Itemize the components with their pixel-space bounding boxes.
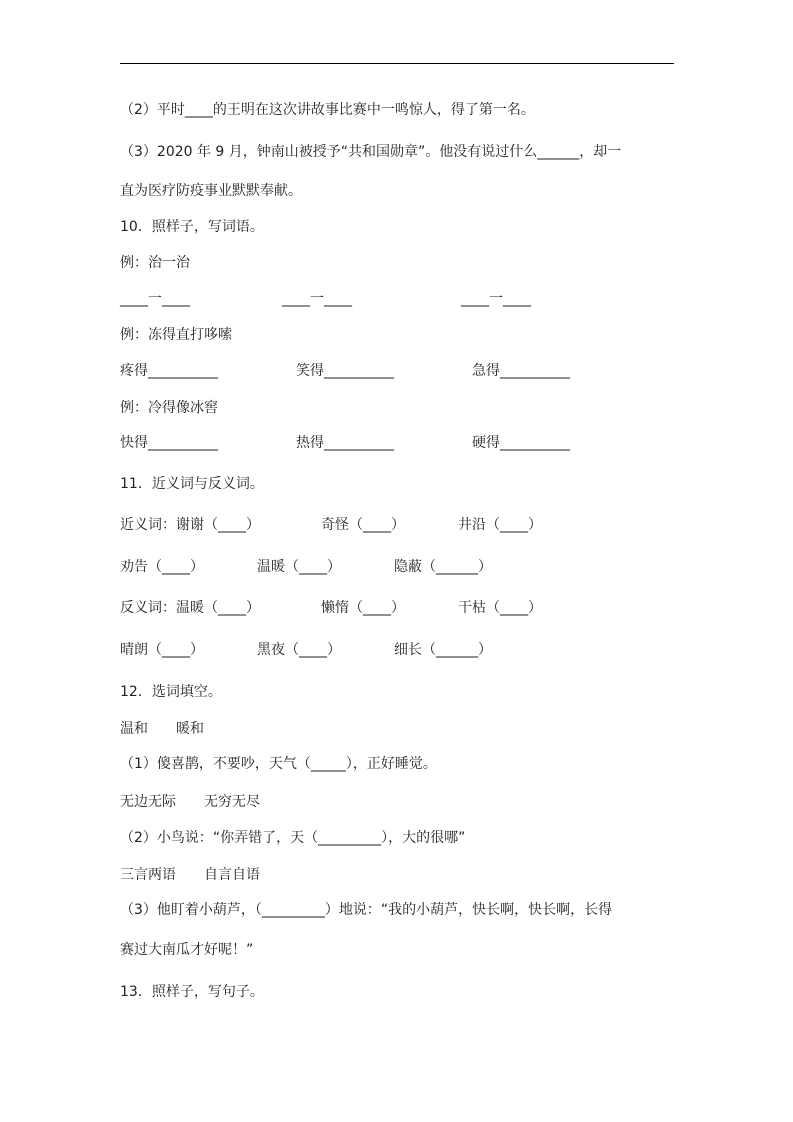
- q11-antonym: 细长（______）: [394, 642, 492, 658]
- q11-synonym: 奇怪（____）: [321, 517, 405, 533]
- q10-item: 疼得__________: [120, 363, 218, 379]
- q11-synonym: 井沿（____）: [458, 517, 542, 533]
- header-rule: [120, 63, 674, 64]
- q12-sentence-3-line-1: （3）他盯着小葫芦，（_________）地说：“我的小葫芦，快长啊，快长啊，长得: [120, 902, 613, 918]
- q10-item: 快得__________: [120, 435, 218, 451]
- q12-title: 12．选词填空。: [120, 684, 222, 700]
- q11-title: 11．近义词与反义词。: [120, 476, 264, 492]
- q11-synonym: 近义词：谢谢（____）: [120, 517, 260, 533]
- q13-title: 13．照样子，写句子。: [120, 984, 264, 1000]
- q10-blank-1: ____一____: [120, 291, 190, 307]
- q10-item: 硬得__________: [472, 435, 570, 451]
- q11-antonym: 反义词：温暖（____）: [120, 600, 260, 616]
- q11-synonym: 劝告（____）: [120, 559, 204, 575]
- q10-item: 急得__________: [472, 363, 570, 379]
- q9-item-2: （2）平时____的王明在这次讲故事比赛中一鸣惊人，得了第一名。: [120, 102, 535, 118]
- q10-example-3: 例：冷得像冰窖: [120, 400, 218, 416]
- q10-example-1: 例：治一治: [120, 255, 190, 271]
- q12-sentence-1: （1）傻喜鹊，不要吵，天气（_____），正好睡觉。: [120, 756, 437, 772]
- q12-word-choices-1: 温和 暖和: [120, 721, 204, 737]
- q11-synonym: 隐蔽（______）: [394, 559, 492, 575]
- q9-item-3-line-2: 直为医疗防疫事业默默奉献。: [120, 183, 302, 199]
- q9-item-3-line-1: （3）2020 年 9 月，钟南山被授予“共和国勋章”。他没有说过什么______，却一: [120, 144, 622, 160]
- q10-blank-2: ____一____: [282, 291, 352, 307]
- q12-word-choices-2: 无边无际 无穷无尽: [120, 794, 260, 810]
- q12-sentence-2: （2）小鸟说：“你弄错了，天（_________），大的很哪”: [120, 830, 466, 846]
- q10-blank-3: ____一____: [461, 291, 531, 307]
- q11-antonym: 晴朗（____）: [120, 642, 204, 658]
- q10-item: 笑得__________: [296, 363, 394, 379]
- q12-sentence-3-line-2: 赛过大南瓜才好呢！”: [120, 942, 254, 958]
- q11-synonym: 温暖（____）: [257, 559, 341, 575]
- q10-example-2: 例：冻得直打哆嗦: [120, 327, 232, 343]
- q10-item: 热得__________: [296, 435, 394, 451]
- q12-word-choices-3: 三言两语 自言自语: [120, 867, 260, 883]
- q11-antonym: 懒惰（____）: [321, 600, 405, 616]
- q11-antonym: 干枯（____）: [458, 600, 542, 616]
- q11-antonym: 黑夜（____）: [257, 642, 341, 658]
- q10-title: 10．照样子，写词语。: [120, 219, 264, 235]
